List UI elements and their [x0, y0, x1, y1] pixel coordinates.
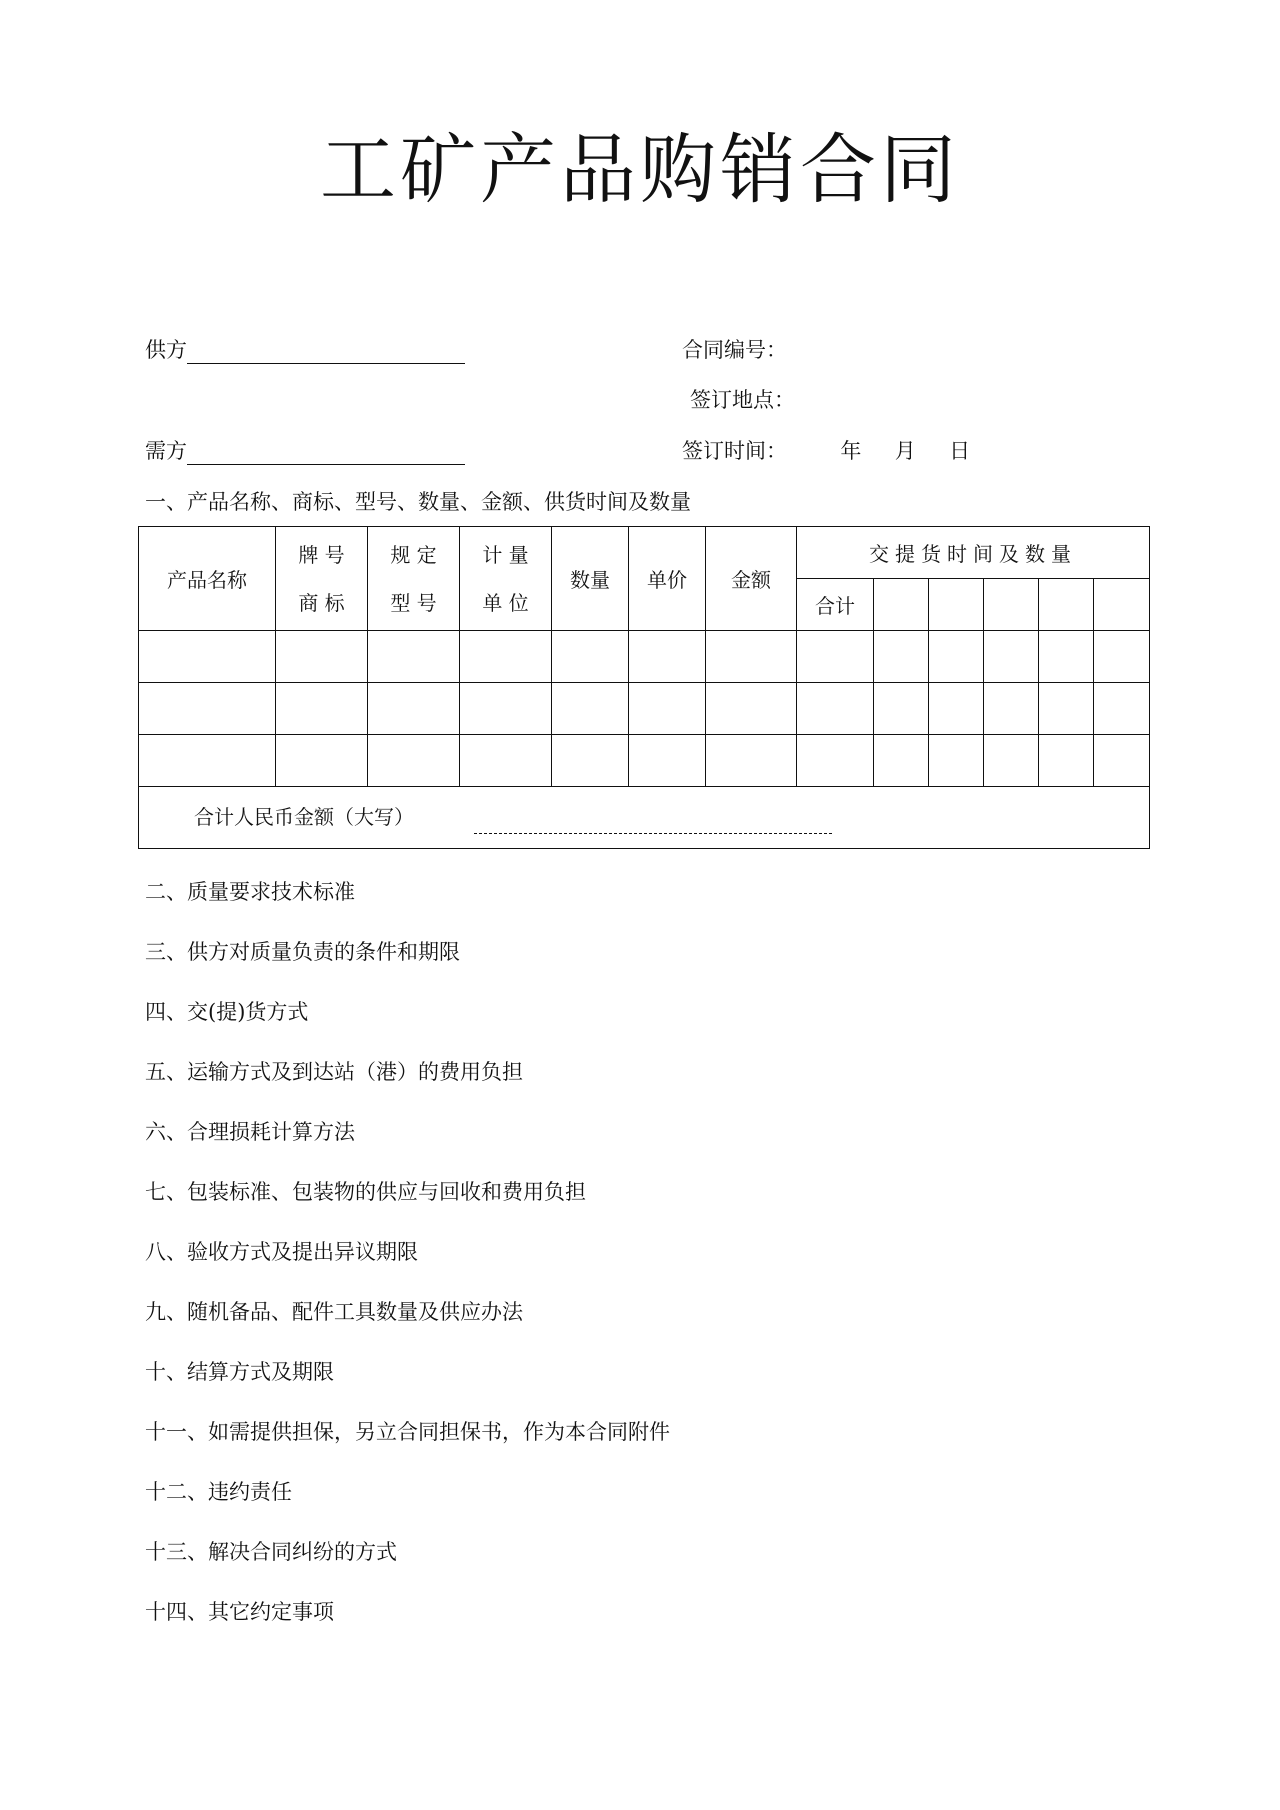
- header-brand-bottom: 商 标: [298, 590, 345, 615]
- contract-sections: [145, 878, 670, 1658]
- section-item: 十一、如需提供担保，另立合同担保书，作为本合同附件: [145, 1420, 670, 1444]
- delivery-slot-cell[interactable]: [929, 579, 984, 631]
- header-unit-bottom: 单 位: [482, 590, 529, 615]
- section-item: 九、随机备品、配件工具数量及供应办法: [145, 1300, 523, 1324]
- table-cell[interactable]: [984, 735, 1039, 787]
- section-item: 十三、解决合同纠纷的方式: [145, 1540, 397, 1564]
- table-cell[interactable]: [552, 683, 629, 735]
- header-brand-top: 牌 号: [298, 542, 345, 567]
- table-cell[interactable]: [276, 735, 368, 787]
- table-cell[interactable]: [1039, 631, 1094, 683]
- buyer-field[interactable]: [187, 442, 465, 465]
- day-label: 日: [949, 439, 971, 463]
- section-item: 十二、违约责任: [145, 1480, 292, 1504]
- header-spec: [368, 527, 460, 631]
- month-label: 月: [894, 439, 916, 463]
- header-product-name: 产品名称: [139, 527, 276, 631]
- table-cell[interactable]: [706, 735, 797, 787]
- table-cell[interactable]: [139, 683, 276, 735]
- table-cell[interactable]: [929, 683, 984, 735]
- supplier-field[interactable]: [187, 341, 465, 364]
- table-cell[interactable]: [1094, 631, 1150, 683]
- table-cell[interactable]: [797, 631, 874, 683]
- table-row: [139, 735, 1150, 787]
- sign-place-line: [690, 386, 795, 414]
- supplier-label: 供方: [145, 338, 187, 362]
- header-spec-bottom: 型 号: [390, 590, 437, 615]
- header-brand: [276, 527, 368, 631]
- header-unit-top: 计 量: [482, 542, 529, 567]
- table-row: [139, 631, 1150, 683]
- table-cell[interactable]: [460, 683, 552, 735]
- table-cell[interactable]: [797, 735, 874, 787]
- year-label: 年: [840, 439, 862, 463]
- table-cell[interactable]: [874, 631, 929, 683]
- header-delivery: 交提货时间及数量: [797, 527, 1150, 579]
- table-cell[interactable]: [552, 631, 629, 683]
- header-spec-top: 规 定: [390, 542, 437, 567]
- product-table: [138, 526, 1150, 849]
- buyer-label: 需方: [145, 439, 187, 463]
- section-item: 四、交(提)货方式: [145, 1000, 309, 1024]
- section-item: 十四、其它约定事项: [145, 1600, 334, 1624]
- header-quantity: 数量: [552, 527, 629, 631]
- supplier-line: [145, 336, 465, 364]
- section-item: 三、供方对质量负责的条件和期限: [145, 940, 460, 964]
- table-cell[interactable]: [276, 683, 368, 735]
- table-cell[interactable]: [629, 683, 706, 735]
- table-cell[interactable]: [984, 683, 1039, 735]
- header-unit: [460, 527, 552, 631]
- table-cell[interactable]: [1039, 735, 1094, 787]
- total-amount-label: 合计人民币金额（大写）: [194, 805, 414, 829]
- sign-place-label: 签订地点：: [690, 388, 795, 412]
- table-cell[interactable]: [1094, 683, 1150, 735]
- table-cell[interactable]: [552, 735, 629, 787]
- sign-time-label: 签订时间：: [682, 439, 787, 463]
- section-item: 十、结算方式及期限: [145, 1360, 334, 1384]
- table-cell[interactable]: [706, 631, 797, 683]
- total-amount-dashed-line: [474, 833, 832, 834]
- table-cell[interactable]: [139, 631, 276, 683]
- sign-time-line: [682, 437, 970, 465]
- table-cell[interactable]: [368, 735, 460, 787]
- table-header-row: [139, 527, 1150, 579]
- header-amount: 金额: [706, 527, 797, 631]
- buyer-line: [145, 437, 465, 465]
- table-cell[interactable]: [629, 631, 706, 683]
- delivery-slot-cell[interactable]: [984, 579, 1039, 631]
- section-item: 七、包装标准、包装物的供应与回收和费用负担: [145, 1180, 586, 1204]
- table-cell[interactable]: [1094, 735, 1150, 787]
- contract-no-label: 合同编号：: [682, 338, 787, 362]
- table-cell[interactable]: [368, 683, 460, 735]
- total-row: [139, 787, 1150, 849]
- table-cell[interactable]: [139, 735, 276, 787]
- table-cell[interactable]: [874, 683, 929, 735]
- table-cell[interactable]: [706, 683, 797, 735]
- table-cell[interactable]: [460, 735, 552, 787]
- table-cell[interactable]: [797, 683, 874, 735]
- section-item: 五、运输方式及到达站（港）的费用负担: [145, 1060, 523, 1084]
- table-cell[interactable]: [368, 631, 460, 683]
- total-cell[interactable]: [139, 787, 1150, 849]
- table-cell[interactable]: [984, 631, 1039, 683]
- section-item: 六、合理损耗计算方法: [145, 1120, 355, 1144]
- table-cell[interactable]: [629, 735, 706, 787]
- header-subtotal: 合计: [797, 579, 874, 631]
- table-cell[interactable]: [874, 735, 929, 787]
- table-row: [139, 683, 1150, 735]
- delivery-slot-cell[interactable]: [874, 579, 929, 631]
- table-cell[interactable]: [929, 735, 984, 787]
- section-item: 八、验收方式及提出异议期限: [145, 1240, 418, 1264]
- section-1-title: 一、产品名称、商标、型号、数量、金额、供货时间及数量: [145, 490, 691, 514]
- delivery-slot-cell[interactable]: [1094, 579, 1150, 631]
- section-item: 二、质量要求技术标准: [145, 880, 355, 904]
- table-cell[interactable]: [929, 631, 984, 683]
- table-cell[interactable]: [1039, 683, 1094, 735]
- header-unit-price: 单价: [629, 527, 706, 631]
- table-cell[interactable]: [460, 631, 552, 683]
- delivery-slot-cell[interactable]: [1039, 579, 1094, 631]
- document-title: 工矿产品购销合同: [320, 125, 960, 214]
- contract-no-line: [682, 336, 787, 364]
- table-cell[interactable]: [276, 631, 368, 683]
